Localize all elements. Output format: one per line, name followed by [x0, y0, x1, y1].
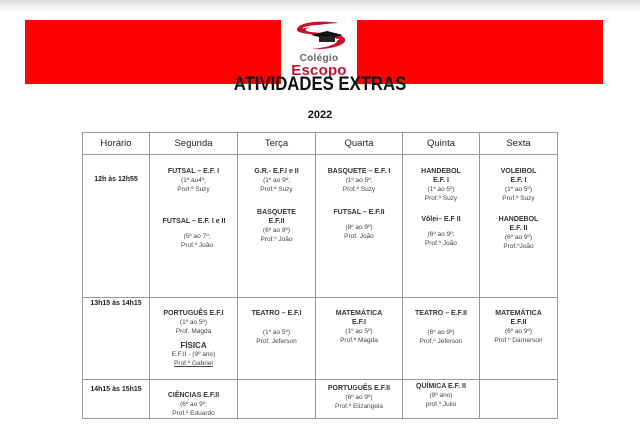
activity-name: MATEMÁTICA — [335, 310, 383, 317]
activity-level: E.F. II — [509, 225, 528, 232]
column-header-friday: Sexta — [480, 133, 558, 155]
activity-grades: (1º ao4º; — [181, 177, 206, 184]
activity-entry — [403, 155, 479, 203]
schedule-cell — [150, 380, 238, 419]
activity-entry — [238, 155, 315, 194]
schedule-table — [82, 132, 558, 419]
page-title: ATIVIDADES EXTRAS — [233, 74, 407, 95]
activity-grades: (1º ao 5º) — [262, 329, 291, 336]
activity-teacher: Prof. João — [344, 233, 374, 240]
schedule-cell — [403, 380, 480, 419]
activity-name: MATEMÁTICA — [495, 310, 542, 317]
activity-entry — [403, 215, 479, 248]
year-label: 2022 — [307, 109, 333, 121]
schedule-cell — [480, 155, 558, 298]
column-header-time: Horário — [83, 133, 150, 155]
activity-teacher: Prof.ª Suzy — [342, 186, 376, 193]
column-header-wednesday: Quarta — [316, 133, 403, 155]
activity-name: PORTUGUÊS E.F.I — [163, 310, 224, 317]
activity-teacher: Prof.º João — [424, 240, 457, 247]
activity-name: QUÍMICA E.F. II — [416, 383, 466, 390]
activity-name: BASQUETE – E.F. I — [327, 168, 391, 175]
activity-entry — [403, 380, 479, 409]
schedule-cell — [150, 155, 238, 298]
activity-entry — [150, 298, 237, 336]
activity-teacher: Prof.º Jeferson — [419, 338, 463, 345]
activity-level: E.F.II — [510, 319, 527, 326]
activity-grades: (8º ao 9º) — [345, 224, 373, 231]
activity-teacher: Prof.ª Elizangela — [335, 403, 383, 410]
activity-entry — [150, 155, 237, 194]
activity-teacher: Prof.ª Suzy — [177, 186, 210, 193]
column-header-tuesday: Terça — [238, 133, 316, 155]
activity-entry — [316, 155, 402, 194]
spacer — [480, 203, 557, 215]
spacer — [238, 194, 315, 208]
activity-teacher: Prof.º Darnerson — [494, 337, 543, 344]
activity-grades: (5º ao 7º; — [183, 233, 211, 240]
activity-grades: (6º ao 9º) — [262, 227, 291, 234]
activity-teacher: Prof. Jeferson — [256, 338, 297, 345]
activity-name: Vôlei– E.F II — [421, 216, 461, 223]
activity-entry — [150, 380, 237, 418]
activity-grades: (6º ao 9º) — [504, 328, 533, 335]
time-cell — [83, 155, 150, 298]
activity-teacher: Prof.º Gabriel — [174, 360, 213, 367]
activity-teacher: Prof. Magda — [175, 328, 212, 335]
activity-level: E.F.II - (9º ano) — [171, 351, 216, 358]
table-header-row — [83, 133, 558, 155]
table-row — [83, 380, 558, 419]
activity-grades: (1º ao 5º) — [504, 186, 533, 193]
activity-teacher: Prof.º João — [260, 236, 293, 243]
schedule-cell — [238, 155, 316, 298]
schedule-cell — [403, 298, 480, 380]
schedule-cell-empty — [480, 380, 558, 419]
viewer-top-shade — [0, 0, 640, 12]
table-row — [83, 298, 558, 380]
activity-grades: (1º ao 5º) — [345, 328, 373, 335]
activity-teacher: Prof.ª Magda — [340, 337, 378, 344]
activity-teacher: Prof.ºJoão — [503, 243, 534, 250]
activity-entry — [480, 215, 557, 251]
schedule-cell — [238, 298, 316, 380]
activity-grades: (6º ao 9º) — [345, 394, 373, 401]
activity-level: E.F. I — [433, 177, 449, 184]
activity-teacher: Prof.ª Suzy — [502, 195, 535, 202]
spacer — [403, 203, 479, 215]
column-header-monday: Segunda — [150, 133, 238, 155]
activity-name: HANDEBOL — [498, 216, 539, 223]
activity-grades: (9º ano) — [429, 392, 453, 399]
schedule-cell — [316, 298, 403, 380]
activity-entry — [480, 155, 557, 203]
activity-name: FUTSAL – E.F. I — [167, 168, 220, 175]
schedule-cell — [480, 298, 558, 380]
schedule-cell — [316, 155, 403, 298]
time-cell — [83, 298, 150, 380]
activity-name: G.R.- E.F.I e II — [254, 168, 299, 175]
activity-name: HANDEBOL — [421, 168, 461, 175]
activity-name: BASQUETE — [257, 209, 296, 216]
activity-grades: (6º ao 9º) — [427, 329, 455, 336]
activity-entry — [238, 298, 315, 346]
spacer — [316, 194, 402, 208]
activity-grades: (1º ao 5º) — [179, 319, 208, 326]
time-slot-label: 12h às 12h55 — [94, 176, 138, 183]
activity-grades: (1º ao 9º; — [263, 177, 290, 184]
school-name-line2: Escopo — [291, 62, 347, 79]
schedule-cell — [316, 380, 403, 419]
schedule-cell — [150, 298, 238, 380]
activity-grades: (6º ao 9º; — [427, 231, 455, 238]
activity-teacher: Prof.º João — [180, 242, 213, 249]
table-row — [83, 155, 558, 298]
activity-teacher: Prof.ª Suzy — [424, 195, 458, 202]
column-header-thursday: Quinta — [403, 133, 480, 155]
time-slot-label: 13h15 às 14h15 — [90, 300, 142, 307]
activity-level: E.F.II — [268, 218, 285, 225]
activity-name: TEATRO – E.F.II — [415, 310, 467, 317]
activity-name: VOLEIBOL — [500, 168, 537, 175]
activity-grades: (6º ao 9º) — [504, 234, 533, 241]
schedule-cell — [403, 155, 480, 298]
activity-grades: (1º ao 5º) — [427, 186, 455, 193]
activity-entry — [238, 208, 315, 244]
activity-name: CIÊNCIAS E.F.II — [167, 392, 220, 399]
activity-level: E.F.I — [351, 319, 366, 326]
activity-teacher: prof.º Julio — [425, 401, 457, 408]
activity-entry — [480, 298, 557, 345]
activity-level: E.F. I — [510, 177, 527, 184]
activity-name: TEATRO – E.F.I — [251, 310, 302, 317]
school-name-line1: Colégio — [299, 53, 339, 64]
schedule-cell-empty — [238, 380, 316, 419]
activity-name: FÍSICA — [180, 341, 207, 350]
activity-entry — [144, 217, 244, 250]
activity-entry — [316, 298, 402, 345]
time-slot-label: 14h15 às 15h15 — [90, 386, 142, 393]
activity-teacher: Prof.º Eduardo — [172, 410, 215, 417]
activity-name: FUTSAL – E.F. I e II — [162, 218, 226, 225]
activity-grades: (6º ao 9º; — [180, 401, 207, 408]
activity-entry — [150, 341, 237, 368]
graduation-cap-swoosh-icon — [281, 20, 357, 54]
activity-grades: (1º ao 5º; — [345, 177, 373, 184]
activity-teacher: Prof.ª Suzy — [260, 186, 293, 193]
activity-entry — [316, 208, 402, 241]
activity-entry — [403, 298, 479, 346]
time-cell — [83, 380, 150, 419]
activity-entry — [316, 380, 402, 411]
activity-name: FUTSAL – E.F.II — [333, 209, 385, 216]
activity-name: PORTUGUÊS E.F.II — [327, 385, 391, 392]
